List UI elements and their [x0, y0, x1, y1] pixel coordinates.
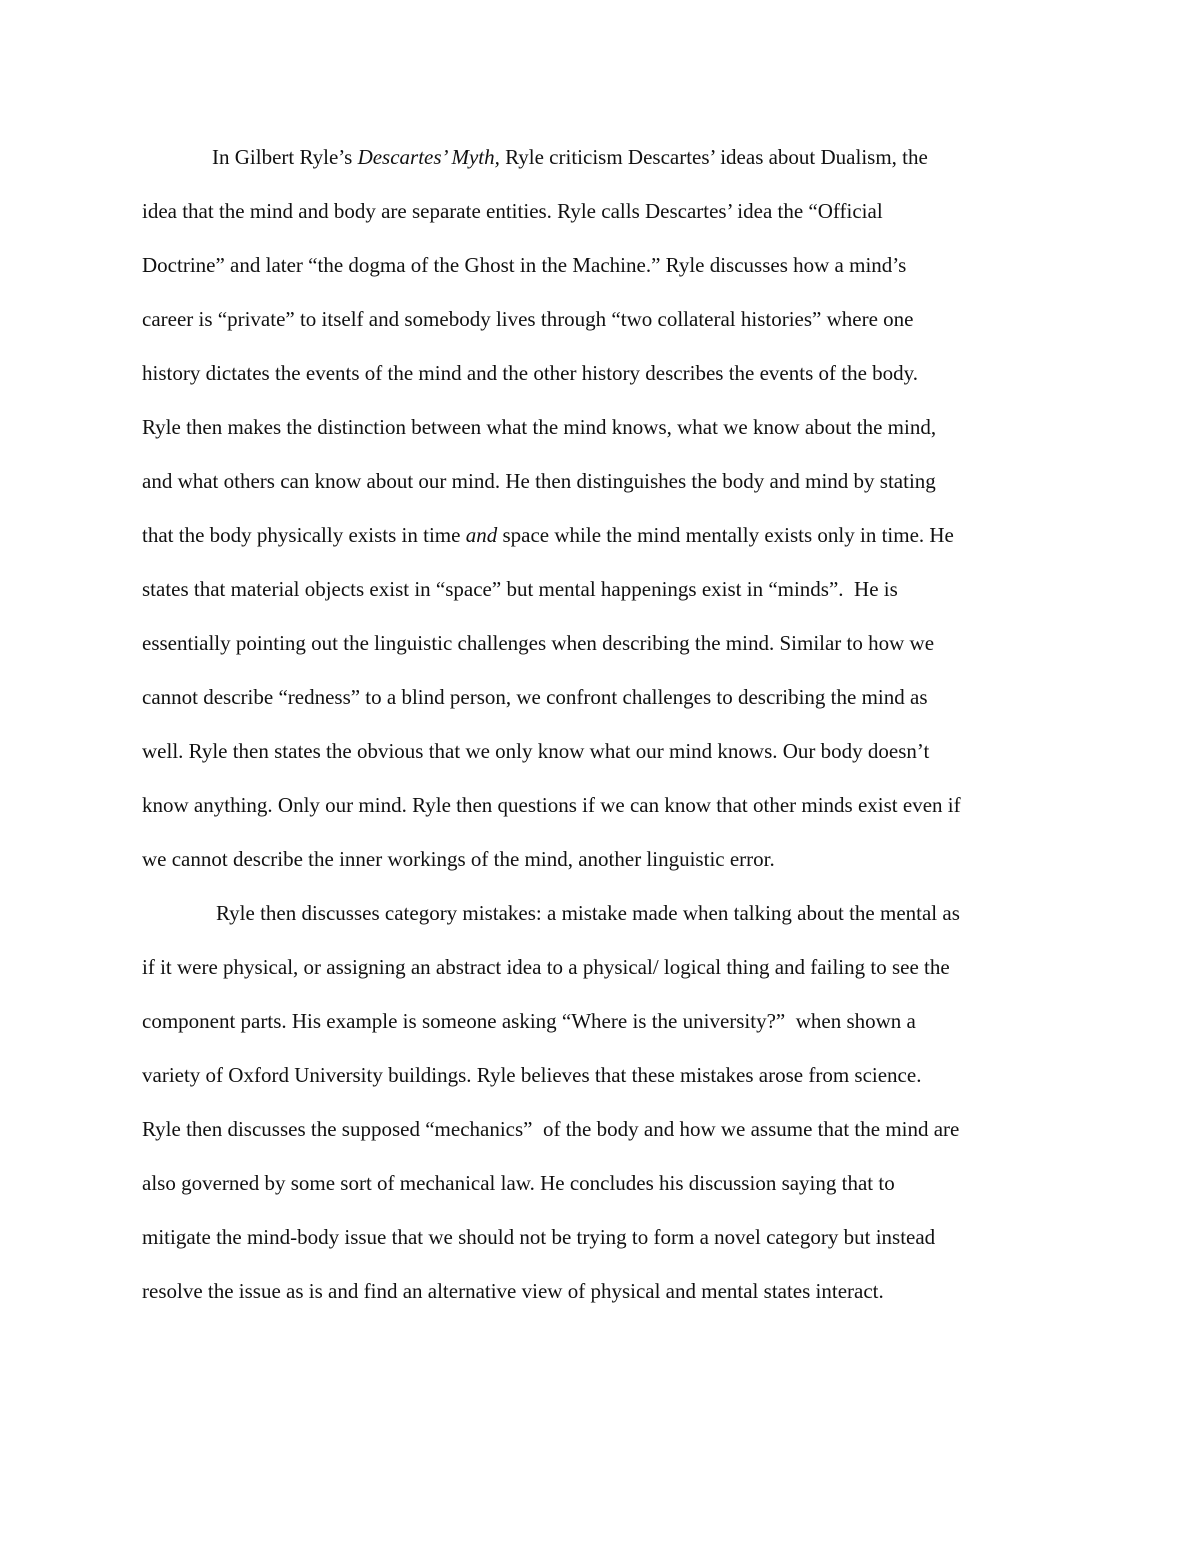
text-run: know anything. Only our mind. Ryle then questions if we can know that other minds exist even if [142, 793, 961, 817]
text-run: cannot describe “redness” to a blind person, we confront challenges to describing the mind as [142, 685, 928, 709]
text-line [142, 413, 936, 441]
text-run: component parts. His example is someone asking “Where is the university?” when shown a [142, 1009, 916, 1033]
text-line [142, 629, 934, 657]
text-run: also governed by some sort of mechanical law. He concludes his discussion saying that to [142, 1171, 895, 1195]
text-line [142, 521, 954, 549]
text-line [142, 467, 936, 495]
text-run: states that material objects exist in “space” but mental happenings exist in “minds”. He is [142, 577, 898, 601]
text-line [142, 1115, 959, 1143]
text-run: that the body physically exists in time [142, 523, 466, 547]
text-line [142, 1169, 895, 1197]
text-line [142, 845, 775, 873]
text-line [142, 1007, 916, 1035]
text-run: we cannot describe the inner workings of the mind, another linguistic error. [142, 847, 775, 871]
text-line [142, 791, 961, 819]
text-line [142, 953, 950, 981]
text-line [142, 683, 928, 711]
text-line [216, 899, 960, 927]
text-run: Ryle then makes the distinction between what the mind knows, what we know about the mind, [142, 415, 937, 439]
italic-text: and [465, 523, 498, 547]
text-run: if it were physical, or assigning an abstract idea to a physical/ logical thing and failing to see the [142, 955, 950, 979]
text-run: well. Ryle then states the obvious that we only know what our mind knows. Our body doesn’t [142, 739, 930, 763]
text-line [142, 575, 898, 603]
text-line [142, 305, 913, 333]
text-run: mitigate the mind-body issue that we should not be trying to form a novel category but instead [142, 1225, 936, 1249]
text-line [142, 1277, 884, 1305]
text-run: resolve the issue as is and find an alternative view of physical and mental states interact. [142, 1279, 884, 1303]
text-run: Doctrine” and later “the dogma of the Ghost in the Machine.” Ryle discusses how a mind’s [142, 253, 907, 277]
text-line [142, 1223, 935, 1251]
text-run: idea that the mind and body are separate entities. Ryle calls Descartes’ idea the “Official [142, 199, 883, 223]
italic-text: Descartes’ Myth, [357, 145, 500, 169]
text-run: Ryle criticism Descartes’ ideas about Dualism, the [499, 145, 928, 169]
text-line [142, 737, 929, 765]
text-run: essentially pointing out the linguistic challenges when describing the mind. Similar to how we [142, 631, 935, 655]
text-run: space while the mind mentally exists only in time. He [497, 523, 954, 547]
text-line [142, 1061, 921, 1089]
text-run: Ryle then discusses category mistakes: a mistake made when talking about the mental as [216, 901, 960, 925]
text-line [142, 251, 906, 279]
text-run: Ryle then discusses the supposed “mechanics” of the body and how we assume that the mind are [142, 1117, 960, 1141]
text-line [212, 143, 928, 171]
text-line [142, 197, 883, 225]
text-run: and what others can know about our mind. He then distinguishes the body and mind by stating [142, 469, 936, 493]
text-line [142, 359, 918, 387]
text-run: In Gilbert Ryle’s [212, 145, 358, 169]
text-run: history dictates the events of the mind and the other history describes the events of the body. [142, 361, 919, 385]
text-run: career is “private” to itself and somebody lives through “two collateral histories” where one [142, 307, 914, 331]
text-run: variety of Oxford University buildings. Ryle believes that these mistakes arose from science. [142, 1063, 922, 1087]
